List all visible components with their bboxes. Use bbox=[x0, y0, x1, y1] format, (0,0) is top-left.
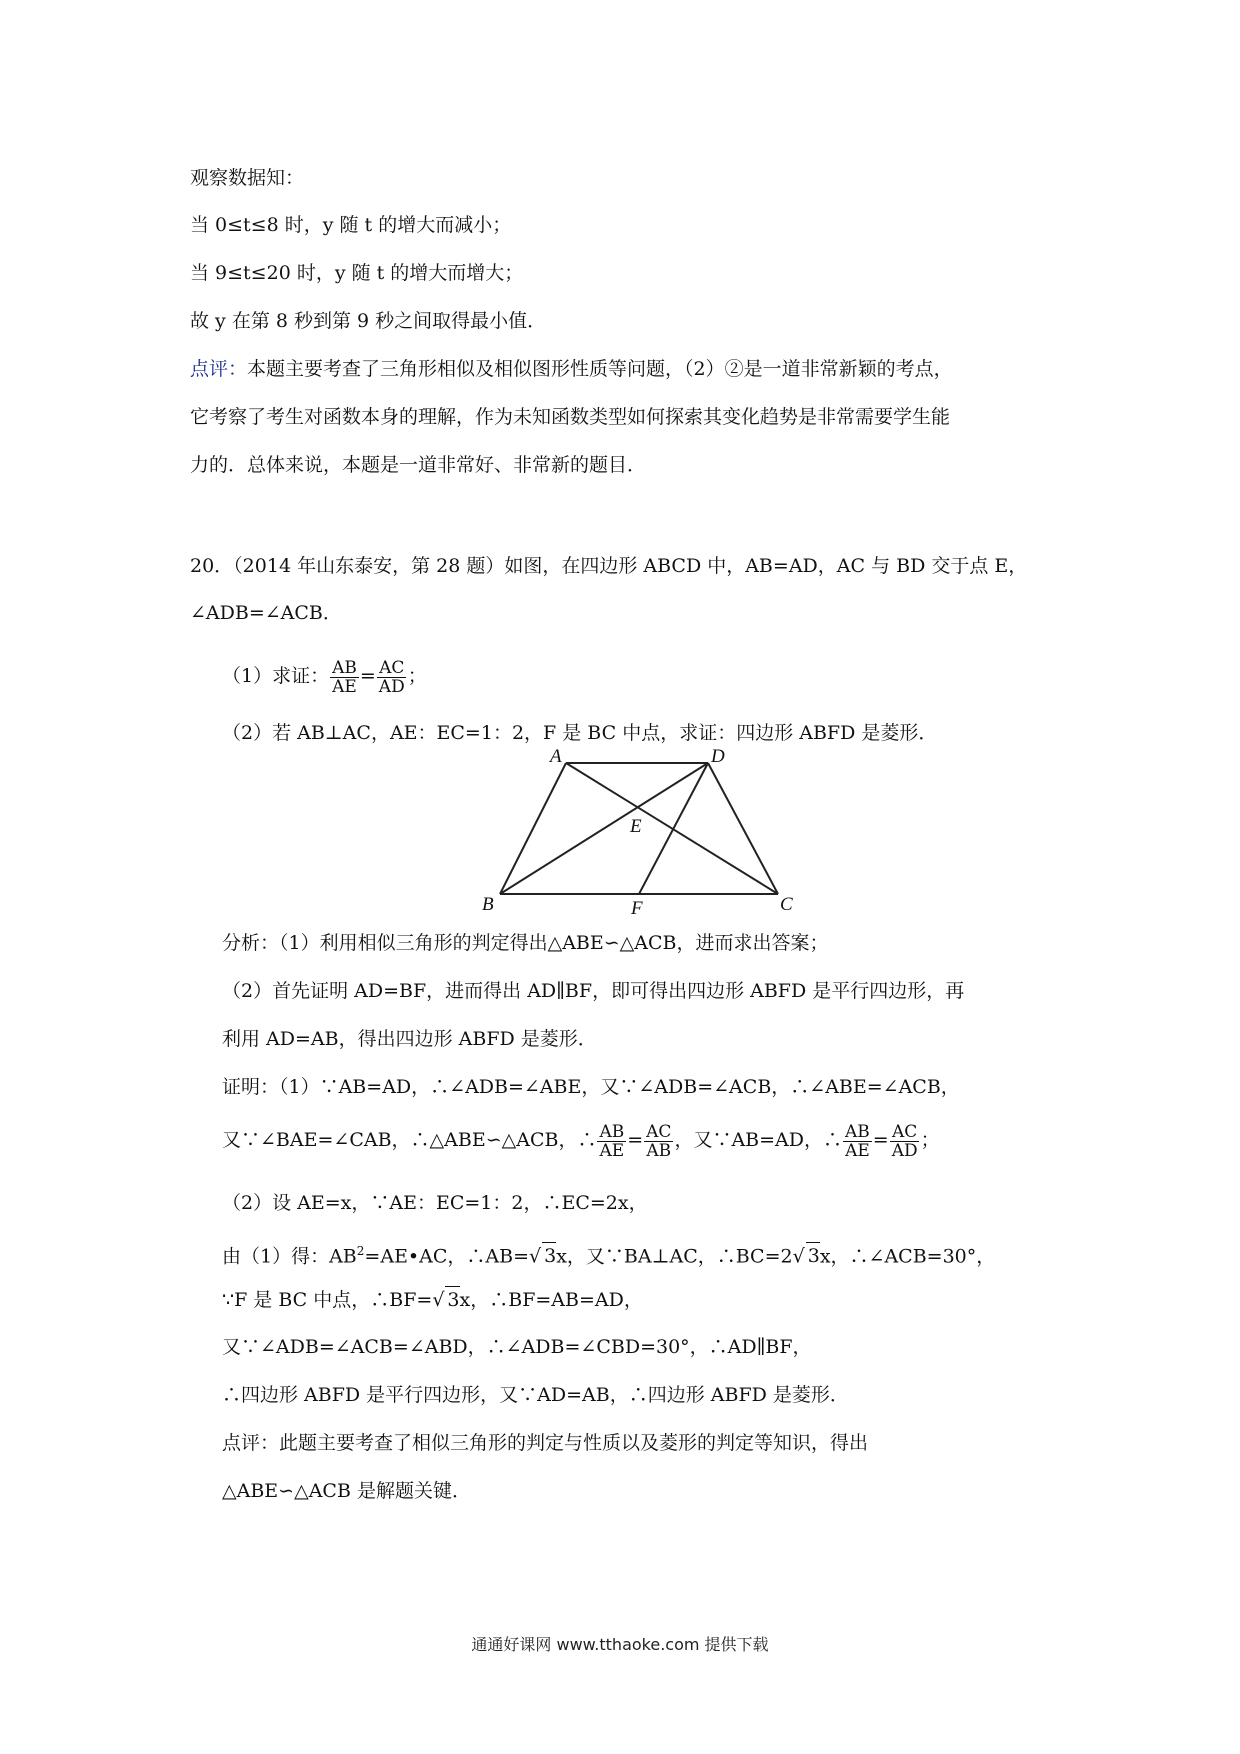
denominator: AD bbox=[891, 1140, 918, 1161]
proof-text: x，∴∠ACB=30°， bbox=[819, 1245, 996, 1268]
question-1 bbox=[222, 652, 427, 700]
numerator: AB bbox=[845, 1121, 870, 1142]
geometry-figure bbox=[470, 748, 800, 918]
question-2: （2）若 AB⊥AC，AE：EC=1：2，F 是 BC 中点，求证：四边形 ABFD 是菱形． bbox=[222, 722, 938, 744]
denominator: AE bbox=[845, 1140, 870, 1161]
denominator: AD bbox=[378, 676, 405, 697]
sqrt-radicand: 3 bbox=[806, 1242, 820, 1269]
comment-text: 本题主要考查了三角形相似及相似图形性质等问题，（2）②是一道非常新颖的考点， bbox=[247, 358, 953, 380]
text-line: 故 y 在第 8 秒到第 9 秒之间取得最小值． bbox=[190, 310, 547, 332]
fraction bbox=[330, 659, 359, 696]
segment-BD bbox=[500, 763, 708, 894]
comment-line: 它考察了考生对函数本身的理解，作为未知函数类型如何探索其变化趋势是非常需要学生能 bbox=[190, 406, 951, 428]
label-F: F bbox=[631, 898, 643, 918]
numerator: AC bbox=[892, 1121, 918, 1142]
fraction bbox=[377, 659, 407, 696]
sqrt-radicand: 3 bbox=[445, 1286, 459, 1313]
fraction bbox=[843, 1123, 872, 1160]
comment-line: △ABE∽△ACB 是解题关键． bbox=[222, 1480, 471, 1502]
comment-line: 点评：此题主要考查了相似三角形的判定与性质以及菱形的判定等知识，得出 bbox=[222, 1432, 869, 1454]
proof-line: 由（1）得：$AB^2=AE•AC$，∴AB=√ 3x，又∵BA⊥AC，∴BC=2√ 3x，∴∠ACB=30°， bbox=[222, 1244, 996, 1268]
proof-line: ∵F 是 BC 中点，∴BF=√ 3x，∴BF=AB=AD， bbox=[222, 1286, 643, 1313]
segment-AC bbox=[566, 763, 778, 894]
denominator: AE bbox=[599, 1140, 625, 1161]
equals: = bbox=[872, 1129, 889, 1151]
comment-line: 力的．总体来说，本题是一道非常好、非常新的题目． bbox=[190, 454, 647, 476]
numerator: AC bbox=[379, 657, 405, 678]
proof-line: 证明：（1）∵AB=AD，∴∠ADB=∠ABE，又∵∠ADB=∠ACB，∴∠ABE=∠ACB， bbox=[222, 1076, 960, 1098]
equals: = bbox=[359, 665, 376, 687]
superscript: 2 bbox=[356, 1244, 365, 1258]
denominator: AE bbox=[332, 676, 357, 697]
q1-suffix: ； bbox=[407, 665, 427, 687]
sqrt-radicand: 3 bbox=[542, 1242, 556, 1269]
q1-prefix: （1）求证： bbox=[222, 665, 330, 687]
denominator: AB bbox=[646, 1140, 672, 1161]
label-E: E bbox=[630, 816, 642, 837]
proof-text: ∵F 是 BC 中点，∴BF= bbox=[222, 1289, 433, 1311]
comment-label: 点评： bbox=[190, 358, 248, 380]
label-C: C bbox=[780, 894, 793, 915]
analysis-line: 分析：（1）利用相似三角形的判定得出△ABE∽△ACB，进而求出答案； bbox=[222, 932, 829, 954]
analysis-line: （2）首先证明 AD=BF，进而得出 AD∥BF，即可得出四边形 ABFD 是平行四边形，再 bbox=[222, 980, 965, 1002]
fraction bbox=[890, 1123, 920, 1160]
fraction bbox=[644, 1123, 673, 1160]
proof-line-fractions bbox=[222, 1116, 940, 1164]
text-line: 观察数据知： bbox=[190, 167, 305, 189]
proof-line: ∴四边形 ABFD 是平行四边形，又∵AD=AB，∴四边形 ABFD 是菱形． bbox=[222, 1384, 849, 1406]
proof-text: =AE•AC，∴AB= bbox=[364, 1245, 530, 1268]
label-A: A bbox=[550, 748, 562, 767]
proof-line: （2）设 AE=x，∵AE：EC=1：2，∴EC=2x， bbox=[222, 1192, 648, 1214]
segment-DF bbox=[639, 763, 708, 894]
proof-text: x，又∵BA⊥AC，∴BC=2 bbox=[556, 1245, 793, 1268]
equals: = bbox=[627, 1129, 644, 1151]
numerator: AB bbox=[599, 1121, 625, 1142]
page-footer: 通通好课网 www.tthaoke.com 提供下载 bbox=[471, 1635, 769, 1654]
fraction bbox=[597, 1123, 626, 1160]
proof-text: 又∵∠BAE=∠CAB，∴△ABE∽△ACB，∴ bbox=[222, 1129, 597, 1151]
comment-line bbox=[190, 356, 953, 382]
segment-DC bbox=[708, 763, 778, 894]
proof-text: ； bbox=[920, 1129, 940, 1151]
label-D: D bbox=[711, 748, 725, 767]
text-line: 当 9≤t≤20 时，y 随 t 的增大而增大； bbox=[190, 262, 524, 284]
text-line: 当 0≤t≤8 时，y 随 t 的增大而减小； bbox=[190, 214, 512, 236]
numerator: AC bbox=[646, 1121, 672, 1142]
problem-header-2: ∠ADB=∠ACB． bbox=[190, 602, 342, 624]
problem-header: 20．（2014 年山东泰安，第 28 题）如图，在四边形 ABCD 中，AB=AD，AC 与 BD 交于点 E， bbox=[190, 555, 1028, 577]
proof-text: 由（1）得：AB bbox=[222, 1245, 357, 1268]
proof-text: x，∴BF=AB=AD， bbox=[459, 1289, 643, 1311]
proof-line: 又∵∠ADB=∠ACB=∠ABD，∴∠ADB=∠CBD=30°，∴AD∥BF， bbox=[222, 1336, 812, 1358]
numerator: AB bbox=[332, 657, 357, 678]
proof-text: ，又∵AB=AD，∴ bbox=[674, 1129, 843, 1151]
label-B: B bbox=[482, 894, 494, 915]
analysis-line: 利用 AD=AB，得出四边形 ABFD 是菱形． bbox=[222, 1028, 597, 1050]
